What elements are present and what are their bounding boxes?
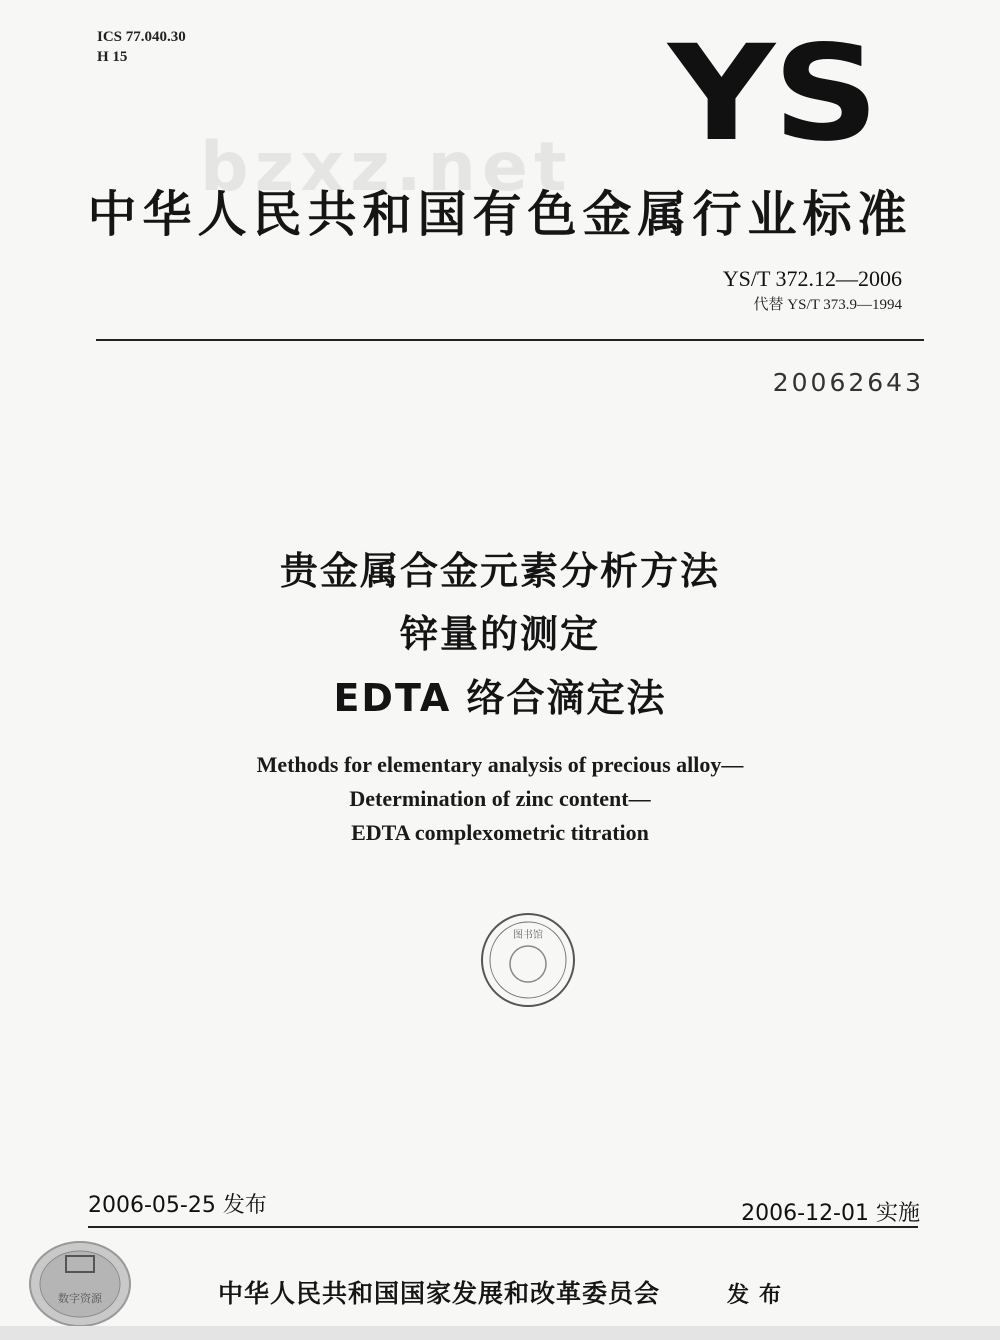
ics-block — [97, 27, 186, 67]
cn-title-line-3: EDTA 络合滴定法 — [333, 676, 667, 720]
cn-title-line-1: 贵金属合金元素分析方法 — [279, 549, 720, 593]
watermark: bzxz.net — [200, 128, 573, 207]
badge-text: 数字资源 — [58, 1292, 102, 1305]
top-divider — [96, 339, 924, 341]
classification-code: H 15 — [97, 49, 128, 65]
seal-text: 图书馆 — [513, 930, 543, 941]
stamp-number: 20062643 — [772, 368, 924, 397]
ics-code: ICS 77.040.30 — [97, 29, 186, 45]
library-seal-icon — [478, 910, 578, 1010]
implementation-date: 2006-12-01 实施 — [741, 1201, 920, 1226]
cn-title-line-2: 锌量的测定 — [399, 612, 600, 656]
issue-date: 2006-05-25 发布 — [88, 1193, 267, 1218]
industry-standard-title: 中华人民共和国有色金属行业标准 — [87, 186, 913, 243]
standard-number: YS/T 372.12—2006 — [722, 266, 902, 291]
en-title-line-1: Methods for elementary analysis of precious alloy— — [256, 752, 744, 777]
en-title-line-2: Determination of zinc content— — [349, 786, 651, 811]
en-title-line-3: EDTA complexometric titration — [351, 820, 649, 845]
bottom-divider — [88, 1226, 918, 1228]
issue-verb: 发布 — [727, 1283, 792, 1308]
ys-logo: YS — [668, 17, 878, 171]
issuing-authority: 中华人民共和国国家发展和改革委员会 — [218, 1279, 661, 1308]
library-badge-icon — [28, 1240, 132, 1328]
scan-edge — [0, 1326, 1000, 1340]
replaces-standard: 代替 YS/T 373.9—1994 — [753, 297, 902, 313]
